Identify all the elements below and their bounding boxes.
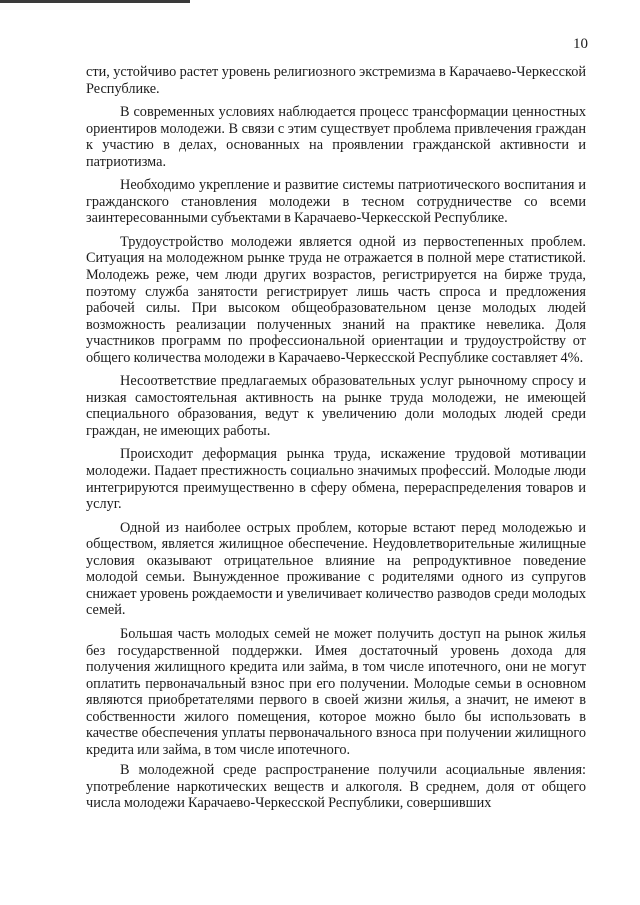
- paragraph-continuation: сти, устойчиво растет уровень религиозного экстремизма в Карачаево-Черкесской Республике.: [86, 64, 586, 97]
- paragraph-youth-employment: Трудоустройство молодежи является одной из первостепенных проблем. Ситуация на молодежном рынке труда не отражается в полной мере статистикой. Молодежь реже, чем люди других возрастов, регистрируется на бирже труда, поэтому служба занятости регистрирует лишь часть спроса и предложения рабочей силы. При высоком общеобразовательном цензе молодых людей возможность реализации полученных знаний на практике невелика. Доля участников программ по профессиональной ориентации и трудоустройству от общего количества молодежи в Карачаево-Черкесской Республике составляет 4%.: [86, 233, 586, 366]
- document-body: [86, 64, 586, 812]
- paragraph-labor-market-deformation: Происходит деформация рынка труда, искажение трудовой мотивации молодежи. Падает престижность социально значимых профессий. Молодые люди интегрируются преимущественно в сферу обмена, перераспределения товаров и услуг.: [86, 446, 586, 513]
- paragraph-housing-access: Большая часть молодых семей не может получить доступ на рынок жилья без государственной поддержки. Имея достаточный уровень дохода для получения жилищного кредита или займа, в том числе ипотечного, они не могут оплатить первоначальный взнос при его получении. Молодые семьи в основном являются приобретателями первого в своей жизни жилья, а значит, не имеют в собственности жилого помещения, которое можно было бы использовать в качестве обеспечения уплаты первоначального взноса при получении жилищного кредита или займа, в том числе ипотечного.: [86, 625, 586, 758]
- paragraph-value-transformation: В современных условиях наблюдается процесс трансформации ценностных ориентиров молодежи. В связи с этим существует проблема привлечения граждан к участию в делах, основанных на проявлении гражданской активности и патриотизма.: [86, 104, 586, 170]
- paragraph-housing-problem: Одной из наиболее острых проблем, которые встают перед молодежью и обществом, является жилищное обеспечение. Неудовлетворительные жилищные условия оказывают отрицательное влияние на репродуктивное поведение молодой семьи. Вынужденное проживание с родителями одного из супругов снижает уровень рождаемости и увеличивает количество разводов среди молодых семей.: [86, 519, 586, 619]
- paragraph-patriotic-education: Необходимо укрепление и развитие системы патриотического воспитания и гражданского становления молодежи в тесном сотрудничестве со всеми заинтересованными субъектами в Карачаево-Черкесской Республике.: [86, 177, 586, 227]
- paragraph-education-mismatch: Несоответствие предлагаемых образовательных услуг рыночному спросу и низкая самостоятельная активность на рынке труда молодежи, не имеющей специального образования, ведут к увеличению доли молодых людей среди граждан, не имеющих работы.: [86, 373, 586, 439]
- paragraph-asocial-phenomena: В молодежной среде распространение получили асоциальные явления: употребление наркотических веществ и алкоголя. В среднем, доля от общего числа молодежи Карачаево-Черкесской Республики, совершивших: [86, 762, 586, 812]
- page-number: 10: [573, 36, 588, 52]
- scan-edge-mark: [0, 0, 190, 3]
